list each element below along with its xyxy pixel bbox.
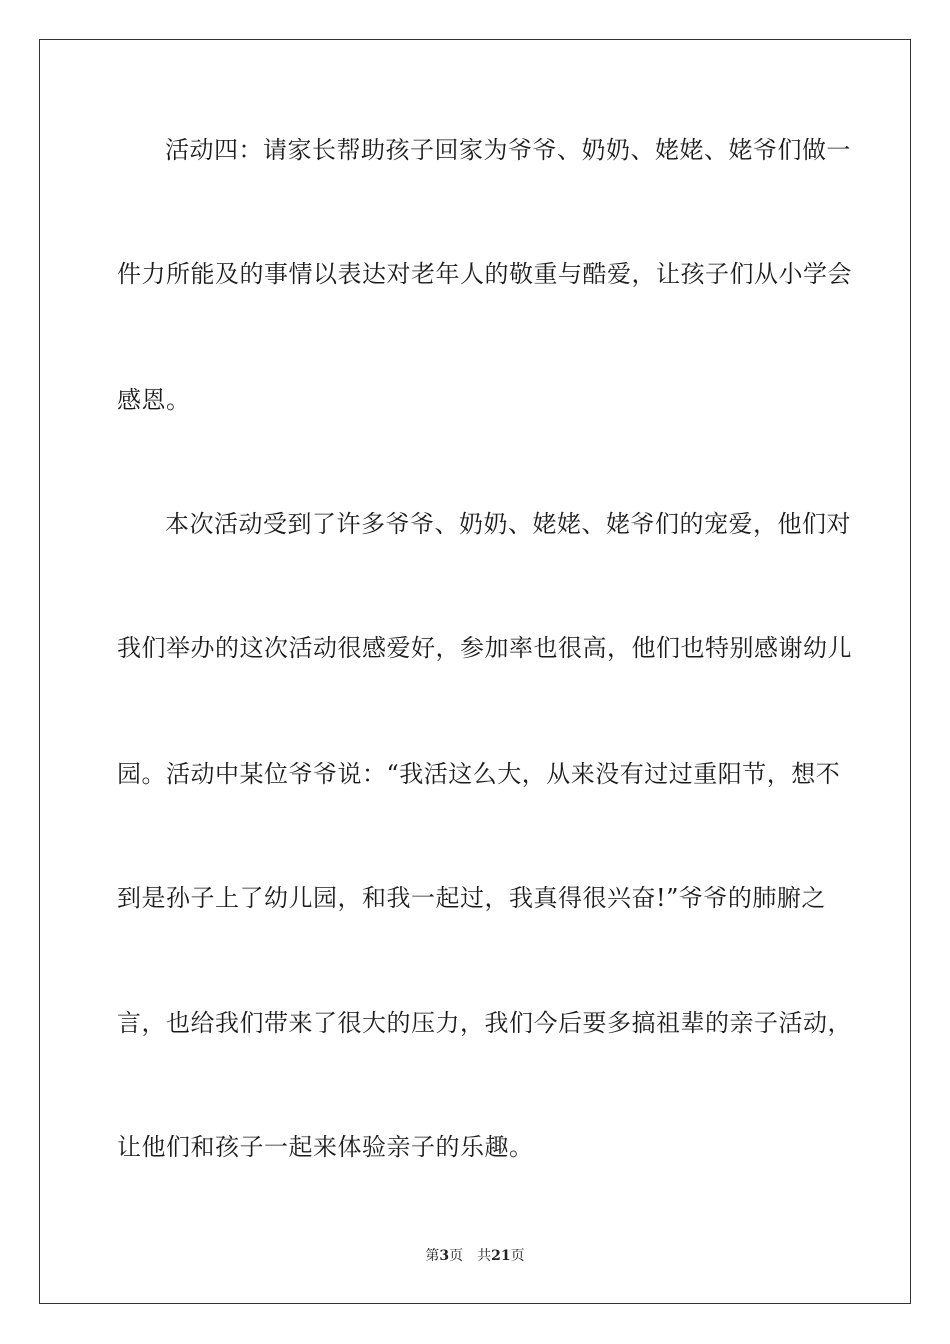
page-prefix: 第: [425, 1248, 440, 1264]
total-pages: 21: [491, 1248, 511, 1264]
total-suffix: 页: [510, 1248, 525, 1264]
paragraph-1-line-1: 活动四：请家长帮助孩子回家为爷爷、奶奶、姥姥、姥爷们做一: [165, 136, 851, 164]
paragraph-1-line-3: 感恩。: [117, 386, 191, 414]
paragraph-2-line-4: 到是孙子上了幼儿园，和我一起过，我真得很兴奋!”爷爷的肺腑之: [117, 884, 826, 912]
page-footer: [0, 1247, 950, 1265]
page-number: 3: [439, 1248, 450, 1264]
paragraph-1-line-2: 件力所能及的事情以表达对老年人的敬重与酷爱，让孩子们从小学会: [117, 260, 852, 288]
paragraph-2-line-2: 我们举办的这次活动很感爱好，参加率也很高，他们也特别感谢幼儿: [117, 634, 852, 662]
paragraph-2-line-3: 园。活动中某位爷爷说：“我活这么大，从来没有过过重阳节，想不: [117, 760, 841, 788]
page-border: [39, 39, 911, 1304]
paragraph-2-line-5: 言，也给我们带来了很大的压力，我们今后要多搞祖辈的亲子活动，: [117, 1009, 852, 1037]
paragraph-2-line-6: 让他们和孩子一起来体验亲子的乐趣。: [117, 1133, 534, 1161]
paragraph-2-line-1: 本次活动受到了许多爷爷、奶奶、姥姥、姥爷们的宠爱，他们对: [165, 510, 851, 538]
total-prefix: 共: [477, 1248, 492, 1264]
page-suffix: 页: [449, 1248, 464, 1264]
